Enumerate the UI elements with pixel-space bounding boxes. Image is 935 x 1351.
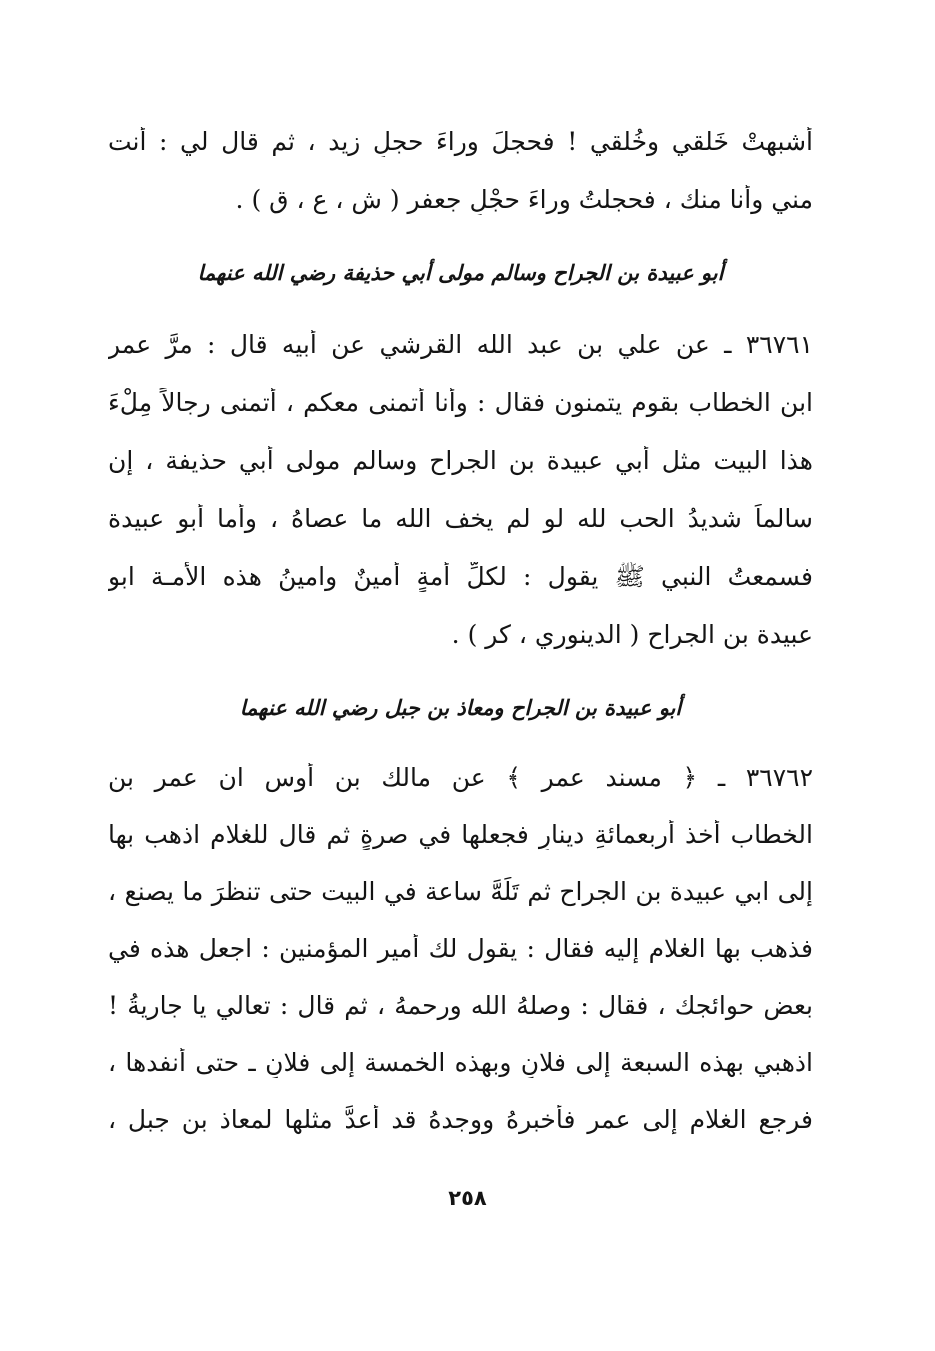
paragraph-line: ٣٦٧٦١ ـ عن علي بن عبد الله القرشي عن أبيه قال : مرَّ عمر (108, 330, 813, 359)
paragraph-line: إلى ابي عبيدة بن الجراح ثم تَلَهَّ ساعة في البيت حتى تنظرَ ما يصنع ، (108, 877, 813, 906)
paragraph-line: اذهبي بهذه السبعة إلى فلانٍ وبهذه الخمسة إلى فلانٍ ـ حتى أنفدها ، (108, 1048, 813, 1077)
paragraph-line: ابن الخطاب بقوم يتمنون فقال : وأنا أتمنى معكم ، أتمنى رجالاً مِلْءَ (108, 388, 813, 417)
paragraph-line: هذا البيت مثل أبي عبيدة بن الجراح وسالم مولى أبي حذيفة ، إن (108, 446, 813, 475)
paragraph-line: مني وأنا منك ، فحجلتُ وراءَ حجْلِ جعفر ( ش ، ع ، ق ) . (235, 185, 813, 214)
paragraph-line: فسمعتُ النبي ﷺ يقول : لكلِّ أمةٍ أمينٌ وامينُ هذه الأمـة ابو (108, 562, 813, 591)
hadith-36762-paragraph (108, 763, 813, 1135)
paragraph-line: عبيدة بن الجراح ( الدينوري ، كر ) . (451, 620, 813, 649)
paragraph-line: فرجع الغلام إلى عمر فأخبرهُ ووجدهُ قد أعدَّ مثلها لمعاذ بن جبل ، (108, 1105, 813, 1134)
section-heading-2: أبو عبيدة بن الجراح ومعاذ بن جبل رضي الله عنهما (239, 696, 682, 720)
paragraph-line: أشبهتْ خَلقي وخُلقي ! فحجلَ وراءَ حجلِ زيد ، ثم قال لي : أنت (108, 127, 813, 156)
section-heading-1: أبو عبيدة بن الجراح وسالم مولى أبي حذيفة رضي الله عنهما (197, 261, 724, 285)
paragraph-line: الخطاب أخذ أربعمائةِ دينارٍ فجعلها في صرةٍ ثم قال للغلام اذهب بها (108, 820, 813, 849)
paragraph-line: سالماً شديدُ الحب لله لو لم يخف الله ما عصاهُ ، وأما أبو عبيدة (108, 504, 813, 533)
paragraph-line: فذهب بها الغلام إليه فقال : يقول لك أمير المؤمنين : اجعل هذه في (108, 934, 813, 963)
hadith-36761-paragraph (108, 330, 813, 650)
section-1-paragraph (108, 127, 813, 215)
paragraph-line: بعض حوائجك ، فقال : وصلهُ الله ورحمهُ ، ثم قال : تعالي يا جاريةُ ! (108, 991, 813, 1020)
paragraph-line: ٣٦٧٦٢ ـ ﴿ مسند عمر ﴾ عن مالك بن أوس ان عمر بن (108, 763, 813, 792)
page-number: ٢٥٨ (448, 1186, 487, 1210)
